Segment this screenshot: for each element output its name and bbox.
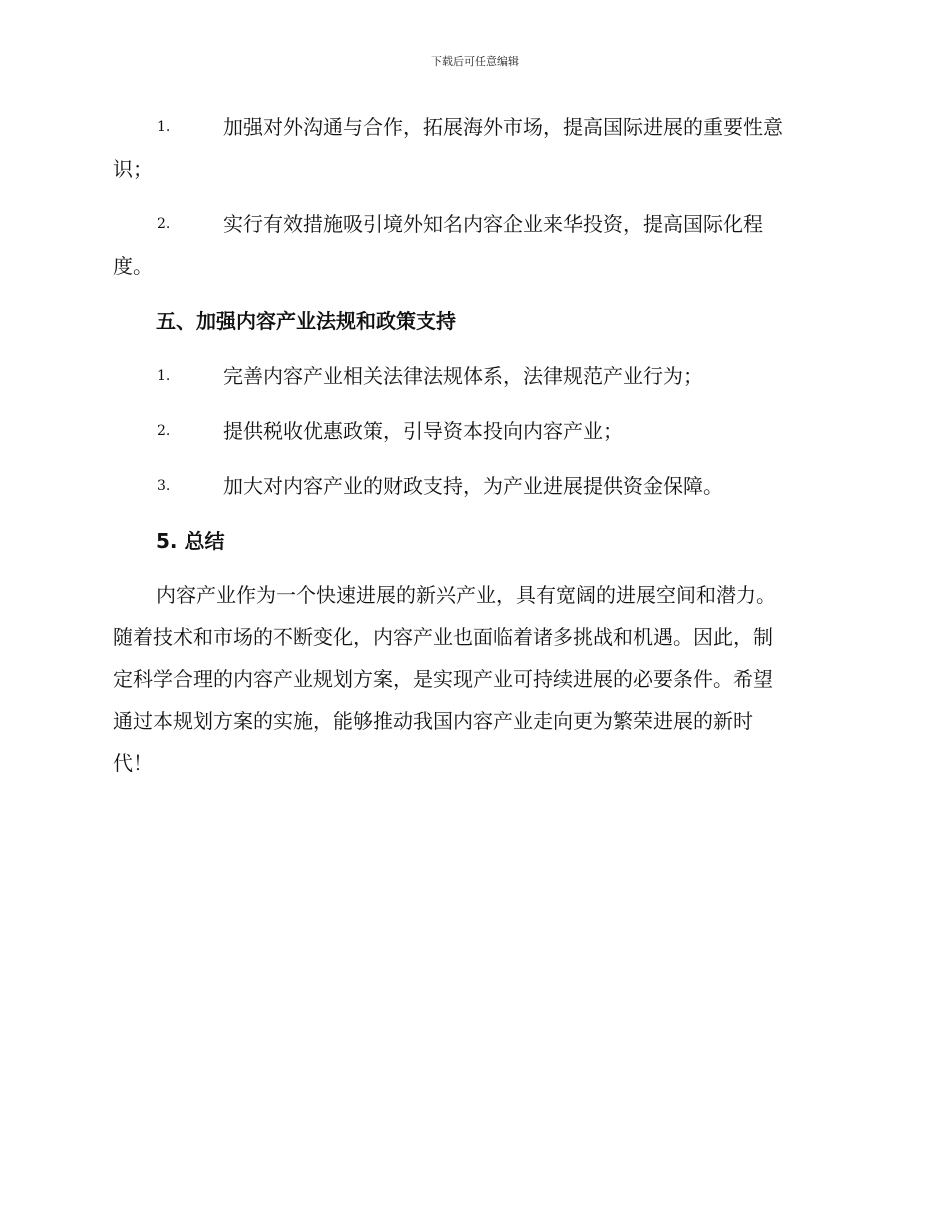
section-heading: 五、加强内容产业法规和政策支持 xyxy=(156,309,456,333)
list-item-text: 加强对外沟通与合作，拓展海外市场，提高国际进展的重要性意 xyxy=(223,115,783,139)
page-header: 下载后可任意编辑 xyxy=(431,55,519,68)
list-item-text: 提供税收优惠政策，引导资本投向内容产业； xyxy=(223,419,623,443)
list-item xyxy=(113,106,835,190)
list-item xyxy=(113,410,835,452)
list-item-number: 1. xyxy=(157,119,171,135)
list-item-text-continued: 度。 xyxy=(113,254,153,278)
list-item-text: 完善内容产业相关法律法规体系，法律规范产业行为； xyxy=(223,364,703,388)
summary-paragraph xyxy=(113,574,835,784)
list-item-text: 加大对内容产业的财政支持，为产业进展提供资金保障。 xyxy=(223,474,723,498)
list-item-text-continued: 识； xyxy=(113,157,153,181)
list-item xyxy=(113,465,835,507)
paragraph-line: 随着技术和市场的不断变化，内容产业也面临着诸多挑战和机遇。因此，制 xyxy=(113,625,773,649)
list-item xyxy=(113,355,835,397)
paragraph-line: 内容产业作为一个快速进展的新兴产业，具有宽阔的进展空间和潜力。 xyxy=(156,583,776,607)
paragraph-line: 代！ xyxy=(113,751,153,775)
list-item-number: 3. xyxy=(157,478,171,494)
paragraph-line: 定科学合理的内容产业规划方案，是实现产业可持续进展的必要条件。希望 xyxy=(113,667,773,691)
list-item-text: 实行有效措施吸引境外知名内容企业来华投资，提高国际化程 xyxy=(223,212,763,236)
list-item xyxy=(113,203,835,287)
list-item-number: 2. xyxy=(157,216,171,232)
paragraph-line: 通过本规划方案的实施，能够推动我国内容产业走向更为繁荣进展的新时 xyxy=(113,709,753,733)
summary-heading: 5. 总结 xyxy=(156,529,225,553)
list-item-number: 2. xyxy=(157,423,171,439)
list-item-number: 1. xyxy=(157,368,171,384)
